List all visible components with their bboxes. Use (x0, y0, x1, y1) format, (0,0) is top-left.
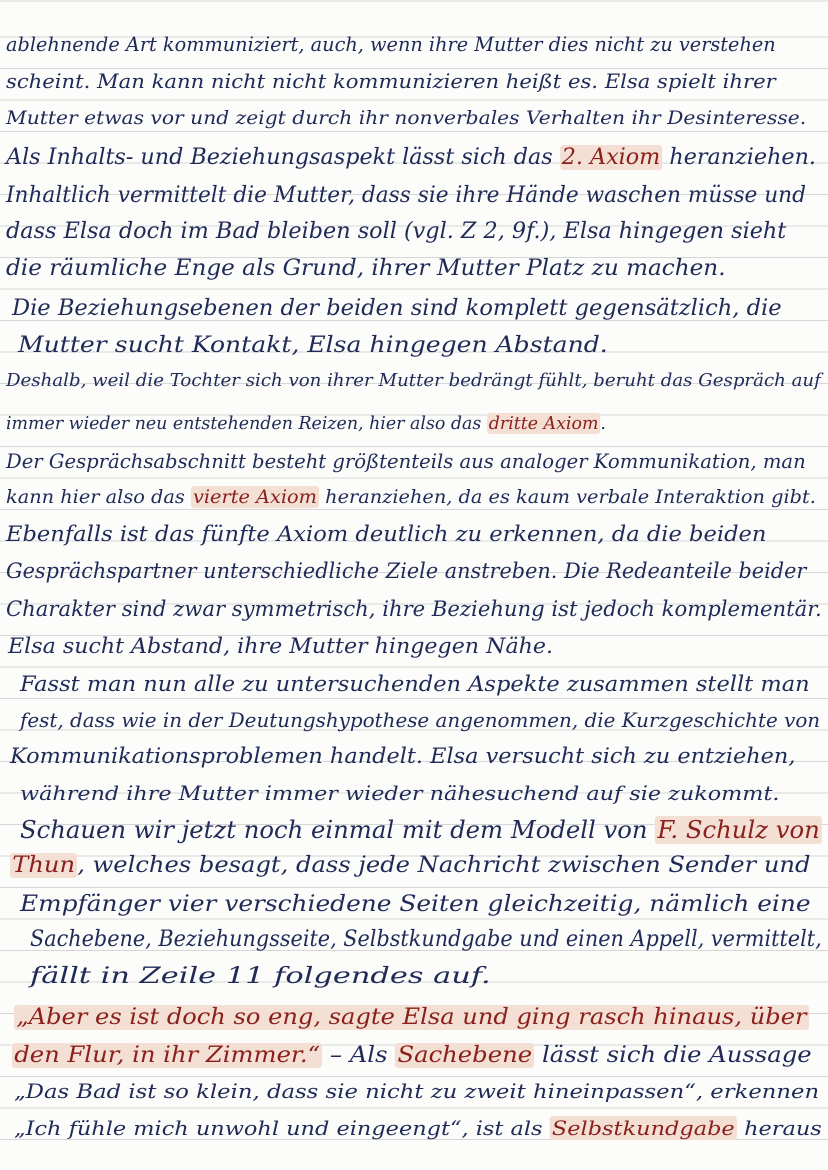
text-segment: Charakter sind zwar symmetrisch, ihre Beziehung ist jedoch komplementär. (6, 597, 822, 621)
text-segment: Deshalb, weil die Tochter sich von ihrer Mutter bedrängt fühlt, beruht das Gespräch auf (6, 370, 821, 391)
text-segment: Mutter sucht Kontakt, Elsa hingegen Abstand. (18, 333, 608, 358)
text-segment: heraus (736, 1116, 822, 1140)
text-segment: heranziehen. (662, 145, 816, 170)
text-line (18, 335, 608, 357)
text-line (6, 451, 806, 471)
text-segment: Sachebene, Beziehungsseite, Selbstkundgabe und einen Appell, vermittelt, (30, 927, 822, 952)
text-line (30, 929, 822, 951)
text-line (6, 524, 766, 545)
text-line (10, 746, 795, 767)
text-line (6, 372, 821, 390)
text-segment: Fasst man nun alle zu untersuchenden Aspekte zusammen stellt man (20, 672, 810, 696)
highlighted-term: „Aber es ist doch so eng, sagte Elsa und ging rasch hinaus, über (14, 1005, 809, 1030)
text-line (10, 855, 810, 877)
highlighted-term: F. Schulz von (655, 816, 821, 844)
text-segment: kann hier also das (6, 486, 191, 508)
text-line (6, 34, 776, 54)
text-segment: „Das Bad ist so klein, dass sie nicht zu zweit hineinpassen“, erkennen (14, 1079, 820, 1103)
text-line (6, 258, 726, 280)
text-segment: heranziehen, da es kaum verbale Interaktion gibt. (319, 486, 816, 508)
text-line (6, 488, 816, 507)
text-segment: Gesprächspartner unterschiedliche Ziele anstreben. Die Redeanteile beider (6, 559, 807, 583)
highlighted-term: Sachebene (395, 1043, 534, 1068)
text-line (14, 1118, 822, 1138)
text-segment: Als Inhalts- und Beziehungsaspekt lässt sich das (6, 145, 560, 170)
text-segment: Empfänger vier verschiedene Seiten gleichzeitig, nämlich eine (20, 892, 811, 917)
text-segment: , welches besagt, dass jede Nachricht zwischen Sender und (77, 853, 811, 878)
text-line (6, 599, 822, 620)
text-line (6, 185, 806, 207)
text-segment: Schauen wir jetzt noch einmal mit dem Modell von (20, 816, 656, 844)
text-segment: fest, dass wie in der Deutungshypothese angenommen, die Kurzgeschichte von (20, 708, 821, 732)
text-segment: Kommunikationsproblemen handelt. Elsa versucht sich zu entziehen, (10, 744, 796, 768)
text-line (6, 71, 776, 91)
text-line (6, 221, 786, 243)
text-line (12, 298, 782, 320)
text-segment: Elsa sucht Abstand, ihre Mutter hingegen Nähe. (8, 634, 554, 658)
text-line (6, 561, 806, 582)
highlighted-term: vierte Axiom (191, 486, 319, 508)
text-line (30, 966, 491, 988)
text-segment: Die Beziehungsebenen der beiden sind komplett gegensätzlich, die (12, 296, 782, 321)
text-segment: ablehnende Art kommuniziert, auch, wenn ihre Mutter dies nicht zu verstehen (6, 32, 776, 56)
highlighted-term: Thun (10, 853, 77, 878)
text-segment: „Ich fühle mich unwohl und eingeengt“, ist als (14, 1116, 550, 1140)
highlighted-term: Selbstkundgabe (550, 1116, 737, 1140)
highlighted-term: dritte Axiom (488, 413, 599, 434)
highlighted-term: den Flur, in ihr Zimmer.“ (12, 1043, 322, 1068)
text-line (20, 783, 779, 803)
text-line (8, 636, 553, 657)
text-line (6, 109, 806, 128)
text-segment: Der Gesprächsabschnitt besteht größtenteils aus analoger Kommunikation, man (6, 449, 806, 473)
text-line (20, 894, 811, 916)
text-segment: die räumliche Enge als Grund, ihrer Mutter Platz zu machen. (6, 256, 726, 281)
text-segment: scheint. Man kann nicht nicht kommunizieren heißt es. Elsa spielt ihrer (6, 69, 776, 93)
text-segment: Mutter etwas vor und zeigt durch ihr nonverbales Verhalten ihr Desinteresse. (6, 107, 807, 129)
text-line (6, 415, 606, 433)
text-line (12, 1045, 812, 1067)
text-line (14, 1007, 809, 1029)
highlighted-term: 2. Axiom (560, 145, 663, 170)
text-segment: während ihre Mutter immer wieder nähesuchend auf sie zukommt. (20, 781, 780, 805)
text-line (6, 147, 816, 169)
text-line (20, 710, 820, 730)
text-segment: fällt in Zeile 11 folgendes auf. (30, 964, 491, 989)
text-segment: Ebenfalls ist das fünfte Axiom deutlich zu erkennen, da die beiden (6, 522, 767, 546)
text-segment: immer wieder neu entstehenden Reizen, hier also das (6, 413, 487, 434)
text-segment: lässt sich die Aussage (534, 1043, 812, 1068)
text-line (14, 1081, 819, 1101)
text-line (20, 818, 822, 842)
text-line (20, 674, 810, 695)
text-segment: – Als (322, 1043, 396, 1068)
text-segment: . (600, 413, 606, 434)
text-segment: dass Elsa doch im Bad bleiben soll (vgl. Z 2, 9f.), Elsa hingegen sieht (6, 219, 787, 244)
text-segment: Inhaltlich vermittelt die Mutter, dass sie ihre Hände waschen müsse und (6, 183, 806, 208)
